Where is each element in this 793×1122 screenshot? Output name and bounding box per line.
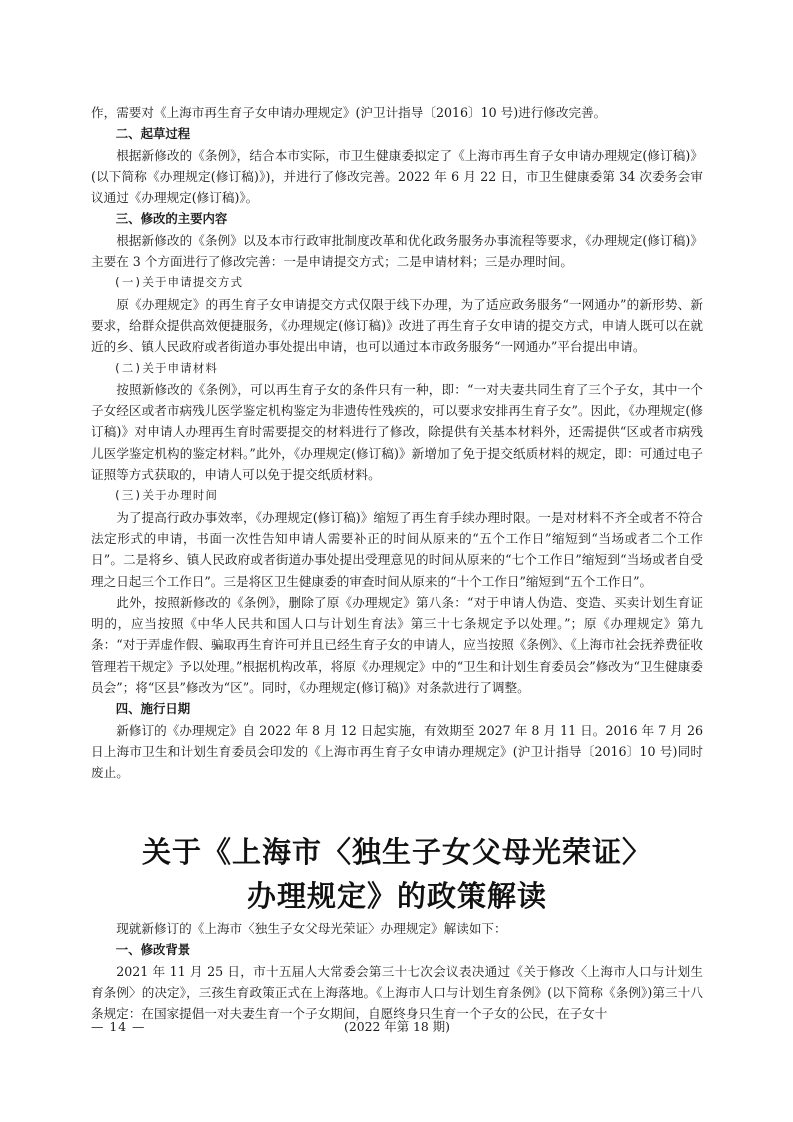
section-heading: 三、修改的主要内容 xyxy=(115,211,228,227)
article-body xyxy=(91,918,703,1024)
paragraph: 此外，按照新修改的《条例》，删除了原《办理规定》第八条：“对于申请人伪造、变造、买卖计划生育证明的，应当按照《中华人民共和国人口与计划生育法》第三十七条规定予以处理。”；原《办理规定》第九条：“对于弄虚作假、骗取再生育许可并且已经生育子女的申请人，应当按照《条例》、《上海市社会抚养费征收管理若干规定》予以处理。”根据机构改革，将原《办理规定》中的“卫生和计划生育委员会”修改为“卫生健康委员会”；将“区县”修改为“区”。同时，《办理规定(修订稿)》对条款进行了调整。 xyxy=(91,594,703,696)
issue-label: (2022 年第 18 期) xyxy=(344,1019,450,1034)
paragraph: 新修订的《办理规定》自 2022 年 8 月 12 日起实施，有效期至 2027 年 8 月 11 日。2016 年 7 月 26 日上海市卫生和计划生育委员会印发的《上海市再生育子女申请办理规定》(沪卫计指导〔2016〕10 号)同时废止。 xyxy=(91,722,703,781)
subsection-heading: (一)关于申请提交方式 xyxy=(113,275,244,290)
paragraph: 现就新修订的《上海市〈独生子女父母光荣证〉办理规定》解读如下： xyxy=(116,921,507,936)
page-footer xyxy=(91,1016,703,1038)
title-line: 办理规定》的政策解读 xyxy=(246,879,547,913)
section-heading: 四、施行日期 xyxy=(115,701,191,717)
subsection-heading: (三)关于办理时间 xyxy=(113,488,219,503)
paragraph: 根据新修改的《条例》以及本市行政审批制度改革和优化政务服务办事流程等要求，《办理规定(修订稿)》主要在 3 个方面进行了修改完善：一是申请提交方式；二是申请材料；三是办理时间。 xyxy=(91,232,703,270)
paragraph: 作，需要对《上海市再生育子女申请办理规定》(沪卫计指导〔2016〕10 号)进行修改完善。 xyxy=(91,105,607,120)
title-line: 关于《上海市〈独生子女父母光荣证〉 xyxy=(141,835,652,869)
page-number: — 14 — xyxy=(91,1019,146,1034)
paragraph: 2021 年 11 月 25 日，市十五届人大常委会第三十七次会议表决通过《关于修改〈上海市人口与计划生育条例〉的决定》，三孩生育政策正式在上海落地。《上海市人口与计划生育条例》(以下简称《条例》)第三十八条规定：在国家提倡一对夫妻生育一个子女期间，自愿终身只生育一个子女的公民，在子女十 xyxy=(91,963,703,1022)
section-heading: 二、起草过程 xyxy=(115,126,191,142)
section-heading: 一、修改背景 xyxy=(115,942,191,958)
paragraph: 为了提高行政办事效率，《办理规定(修订稿)》缩短了再生育手续办理时限。一是对材料不齐全或者不符合法定形式的申请，书面一次性告知申请人需要补正的时间从原来的“五个工作日”缩短到“当场或者二个工作日”。二是将乡、镇人民政府或者街道办事处提出受理意见的时间从原来的“七个工作日”缩短到“当场或者自受理之日起三个工作日”。三是将区卫生健康委的审查时间从原来的“十个工作日”缩短到“五个工作日”。 xyxy=(91,509,703,589)
paragraph: 原《办理规定》的再生育子女申请提交方式仅限于线下办理，为了适应政务服务“一网通办”的新形势、新要求，给群众提供高效便捷服务，《办理规定(修订稿)》改进了再生育子女申请的提交方式，申请人既可以在就近的乡、镇人民政府或者街道办事处提出申请，也可以通过本市政务服务“一网通办”平台提出申请。 xyxy=(91,296,703,355)
article-title xyxy=(91,830,703,918)
previous-article-body xyxy=(91,102,703,784)
paragraph: 根据新修改的《条例》，结合本市实际，市卫生健康委拟定了《上海市再生育子女申请办理规定(修订稿)》(以下简称《办理规定(修订稿)》)，并进行了修改完善。2022 年 6 月 22 日，市卫生健康委第 34 次委务会审议通过《办理规定(修订稿)》。 xyxy=(91,147,703,206)
paragraph: 按照新修改的《条例》，可以再生育子女的条件只有一种，即：“一对夫妻共同生育了三个子女，其中一个子女经区或者市病残儿医学鉴定机构鉴定为非遗传性残疾的，可以要求安排再生育子女”。因此，《办理规定(修订稿)》对申请人办理再生育时需要提交的材料进行了修改，除提供有关基本材料外，还需提供“区或者市病残儿医学鉴定机构的鉴定材料。”此外，《办理规定(修订稿)》新增加了免于提交纸质材料的规定，即：可通过电子证照等方式获取的，申请人可以免于提交纸质材料。 xyxy=(91,381,703,483)
subsection-heading: (二)关于申请材料 xyxy=(113,360,219,375)
